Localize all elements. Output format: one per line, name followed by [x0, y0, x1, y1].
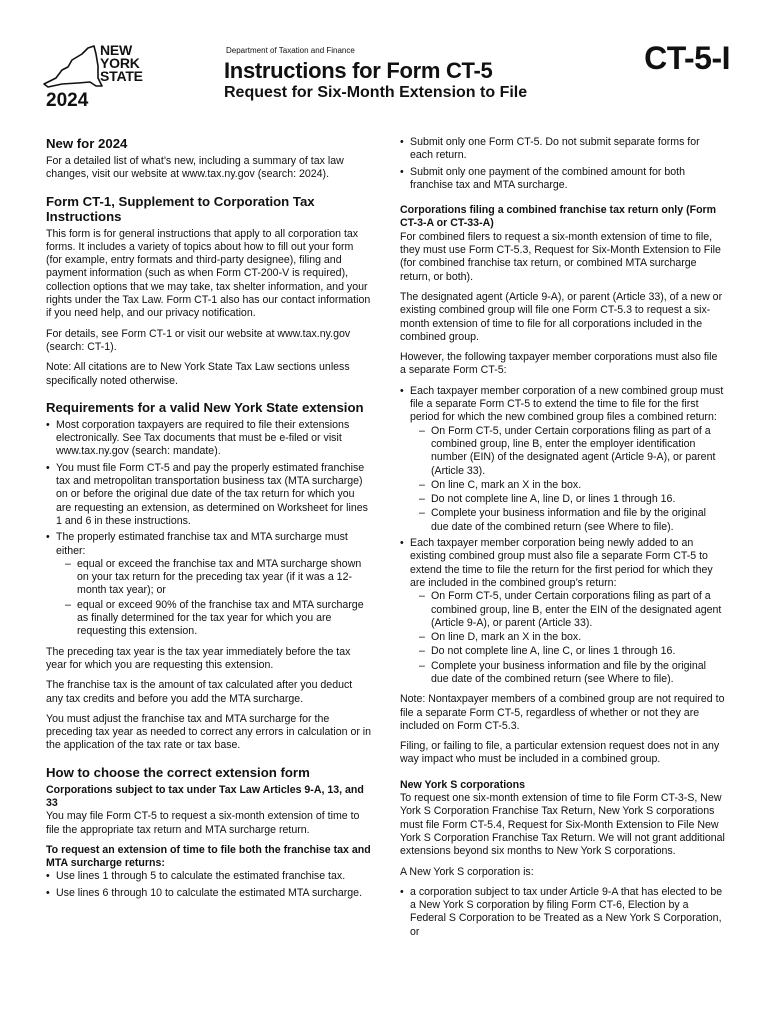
list-item: • Submit only one Form CT-5. Do not submit separate forms for each return. — [400, 136, 725, 163]
bullet-list — [46, 870, 372, 900]
dash-list — [410, 425, 725, 534]
bullet-list — [400, 136, 725, 192]
paragraph: Filing, or failing to file, a particular extension request does not in any way impact who must be included in a combined group. — [400, 740, 720, 766]
list-item: • a corporation subject to tax under Article 9-A that has elected to be a New York S corporation by filing Form CT-6, Election by a Federal S Corporation to be Treated as a New York S Corporation, or — [400, 886, 725, 939]
note: Note: All citations are to New York State Tax Law sections unless specifically noted otherwise. — [46, 361, 350, 387]
subheading: Corporations subject to tax under Tax Law Articles 9-A, 13, and 33 — [46, 783, 364, 809]
section-heading-new: New for 2024 — [46, 136, 128, 151]
paragraph: For combined filers to request a six-month extension of time to file, they must use Form CT-5.3, Request for Six-Month Extension to File (for combined franchise tax return, or combined MTA surcharge return, or both). — [400, 230, 721, 283]
list-item: • Submit only one payment of the combined amount for both franchise tax and MTA surcharge. — [400, 166, 725, 193]
list-item: – Do not complete line A, line C, or lines 1 through 16. — [410, 645, 725, 658]
logo-wordmark: NEW YORK STATE — [100, 42, 143, 84]
paragraph: For a detailed list of what’s new, including a summary of tax law changes, visit our website at www.tax.ny.gov (search: 2024). — [46, 155, 344, 181]
department-name: Department of Taxation and Finance — [226, 46, 355, 55]
page-title: Instructions for Form CT-5 — [224, 58, 493, 83]
list-item: – equal or exceed 90% of the franchise tax and MTA surcharge as finally determined for the tax year for which you are requesting this extension. — [56, 599, 372, 639]
list-item: – Complete your business information and file by the original due date of the combined return (see Where to file). — [410, 507, 725, 534]
list-item: • Use lines 6 through 10 to calculate the estimated MTA surcharge. — [46, 887, 372, 900]
list-item: – Do not complete line A, line D, or lines 1 through 16. — [410, 493, 725, 506]
dash-list — [410, 590, 725, 686]
form-id: CT-5-I — [644, 40, 730, 76]
list-item: – equal or exceed the franchise tax and MTA surcharge shown on your tax return for the preceding tax year (if it was a 12-month tax year); or — [56, 558, 372, 598]
right-column — [400, 136, 725, 946]
list-item: • Each taxpayer member corporation being newly added to an existing combined group must also file a separate Form CT-5 to extend the time to file the return for the first period for which they are included in the combined group’s return: – On Form CT-5, under Certain corporations filing as part of a combined group, line B, enter the EIN of the designated agent (Article 9-A), or parent (Article 33). – On line D, mark an X in the box. – Do not complete line A, line C, or lines 1 through 16. – Complete your business information and file by the original due date of the combined return (see Where to file). — [400, 537, 725, 686]
bullet-list — [400, 385, 725, 687]
subheading-s-corporations: New York S corporations — [400, 778, 525, 791]
list-item: • Most corporation taxpayers are required to file their extensions electronically. See Tax documents that must be e-filed or visit www.tax.ny.gov (search: mandate). — [46, 419, 372, 459]
list-item: – On Form CT-5, under Certain corporations filing as part of a combined group, line B, enter the EIN of the designated agent (Article 9-A), or parent (Article 33). — [410, 590, 725, 630]
left-column — [46, 136, 372, 907]
list-item: • Each taxpayer member corporation of a new combined group must file a separate Form CT-5 to extend the time to file for the first period for which the new combined group files a combined return: – On Form CT-5, under Certain corporations filing as part of a combined group, line B, enter the employer identification number (EIN) of the designated agent (Article 9-A), or parent (Article 33). – On line C, mark an X in the box. – Do not complete line A, line D, or lines 1 through 16. – Complete your business information and file by the original due date of the combined return (see Where to file). — [400, 385, 725, 534]
logo-year: 2024 — [46, 90, 89, 111]
list-item: • The properly estimated franchise tax and MTA surcharge must either: – equal or exceed the franchise tax and MTA surcharge shown on your tax return for the preceding tax year (if it was a 12-month tax year); or – equal or exceed 90% of the franchise tax and MTA surcharge as finally determined for the tax year for which you are requesting this extension. — [46, 531, 372, 638]
list-item: • Use lines 1 through 5 to calculate the estimated franchise tax. — [46, 870, 372, 883]
paragraph: A New York S corporation is: — [400, 865, 534, 878]
nys-logo — [38, 40, 158, 110]
paragraph: You must adjust the franchise tax and MTA surcharge for the preceding tax year as needed to correct any errors in calculation or in the application of the tax rate or tax base. — [46, 712, 372, 752]
subheading: To request an extension of time to file both the franchise tax and MTA surcharge returns: — [46, 843, 371, 870]
page-subtitle: Request for Six-Month Extension to File — [224, 84, 528, 101]
subheading-combined: Corporations filing a combined franchise tax return only (Form CT-3-A or CT-33-A) — [400, 204, 717, 230]
bullet-list — [46, 419, 372, 639]
section-heading-requirements: Requirements for a valid New York State extension — [46, 399, 364, 415]
list-item: – Complete your business information and file by the original due date of the combined return (see Where to file). — [410, 660, 725, 687]
paragraph: However, the following taxpayer member corporations must also file a separate Form CT-5: — [400, 351, 718, 377]
list-item: – On line C, mark an X in the box. — [410, 479, 725, 492]
dash-list — [56, 558, 372, 639]
paragraph: This form is for general instructions that apply to all corporation tax forms. It includes a variety of topics about how to fill out your form (for example, entry formats and third-party designee), filing and payment information (such as when Form CT-200-V is required), collection options that we may take, tax shelter information, and your rights under the Tax Law. Form CT-1 also has our contact information if you need help, and our privacy notification. — [46, 227, 371, 320]
list-item: – On line D, mark an X in the box. — [410, 631, 725, 644]
list-item: • You must file Form CT-5 and pay the properly estimated franchise tax and metropolitan transportation business tax (MTA surcharge) on or before the original due date of the tax return for which you are requesting an extension, as determined on Worksheet for lines 1 and 6 in these instructions. — [46, 462, 372, 528]
bullet-list — [400, 886, 725, 939]
paragraph: The franchise tax is the amount of tax calculated after you deduct any tax credits and before you add the MTA surcharge. — [46, 679, 353, 705]
paragraph: To request one six-month extension of time to file Form CT-3-S, New York S Corporation Franchise Tax Return, New York S corporations must file Form CT-5.4, Request for Six-Month Extension to File New York S Corporation Franchise Tax Return. We will not grant additional extensions beyond six months to New York S corporations. — [400, 792, 725, 858]
paragraph: The designated agent (Article 9-A), or parent (Article 33), of a new or existing combined group will file one Form CT-5.3 to request a six-month extension of time to file for all corporations included in the combined group. — [400, 290, 723, 343]
paragraph: You may file Form CT-5 to request a six-month extension of time to file the appropriate tax return and MTA surcharge return. — [46, 810, 360, 836]
section-heading-how-to-choose: How to choose the correct extension form — [46, 764, 310, 780]
list-item: – On Form CT-5, under Certain corporations filing as part of a combined group, line B, enter the employer identification number (EIN) of the designated agent (Article 9-A), or parent (Article 33). — [410, 425, 725, 478]
section-heading-ct1: Form CT-1, Supplement to Corporation Tax Instructions — [46, 193, 315, 224]
note: Note: Nontaxpayer members of a combined group are not required to file a separate Form CT-5, regardless of whether or not they are included on Form CT-5.3. — [400, 693, 725, 732]
paragraph: The preceding tax year is the tax year immediately before the tax year for which you are requesting this extension. — [46, 645, 351, 671]
paragraph: For details, see Form CT-1 or visit our website at www.tax.ny.gov (search: CT-1). — [46, 327, 351, 353]
